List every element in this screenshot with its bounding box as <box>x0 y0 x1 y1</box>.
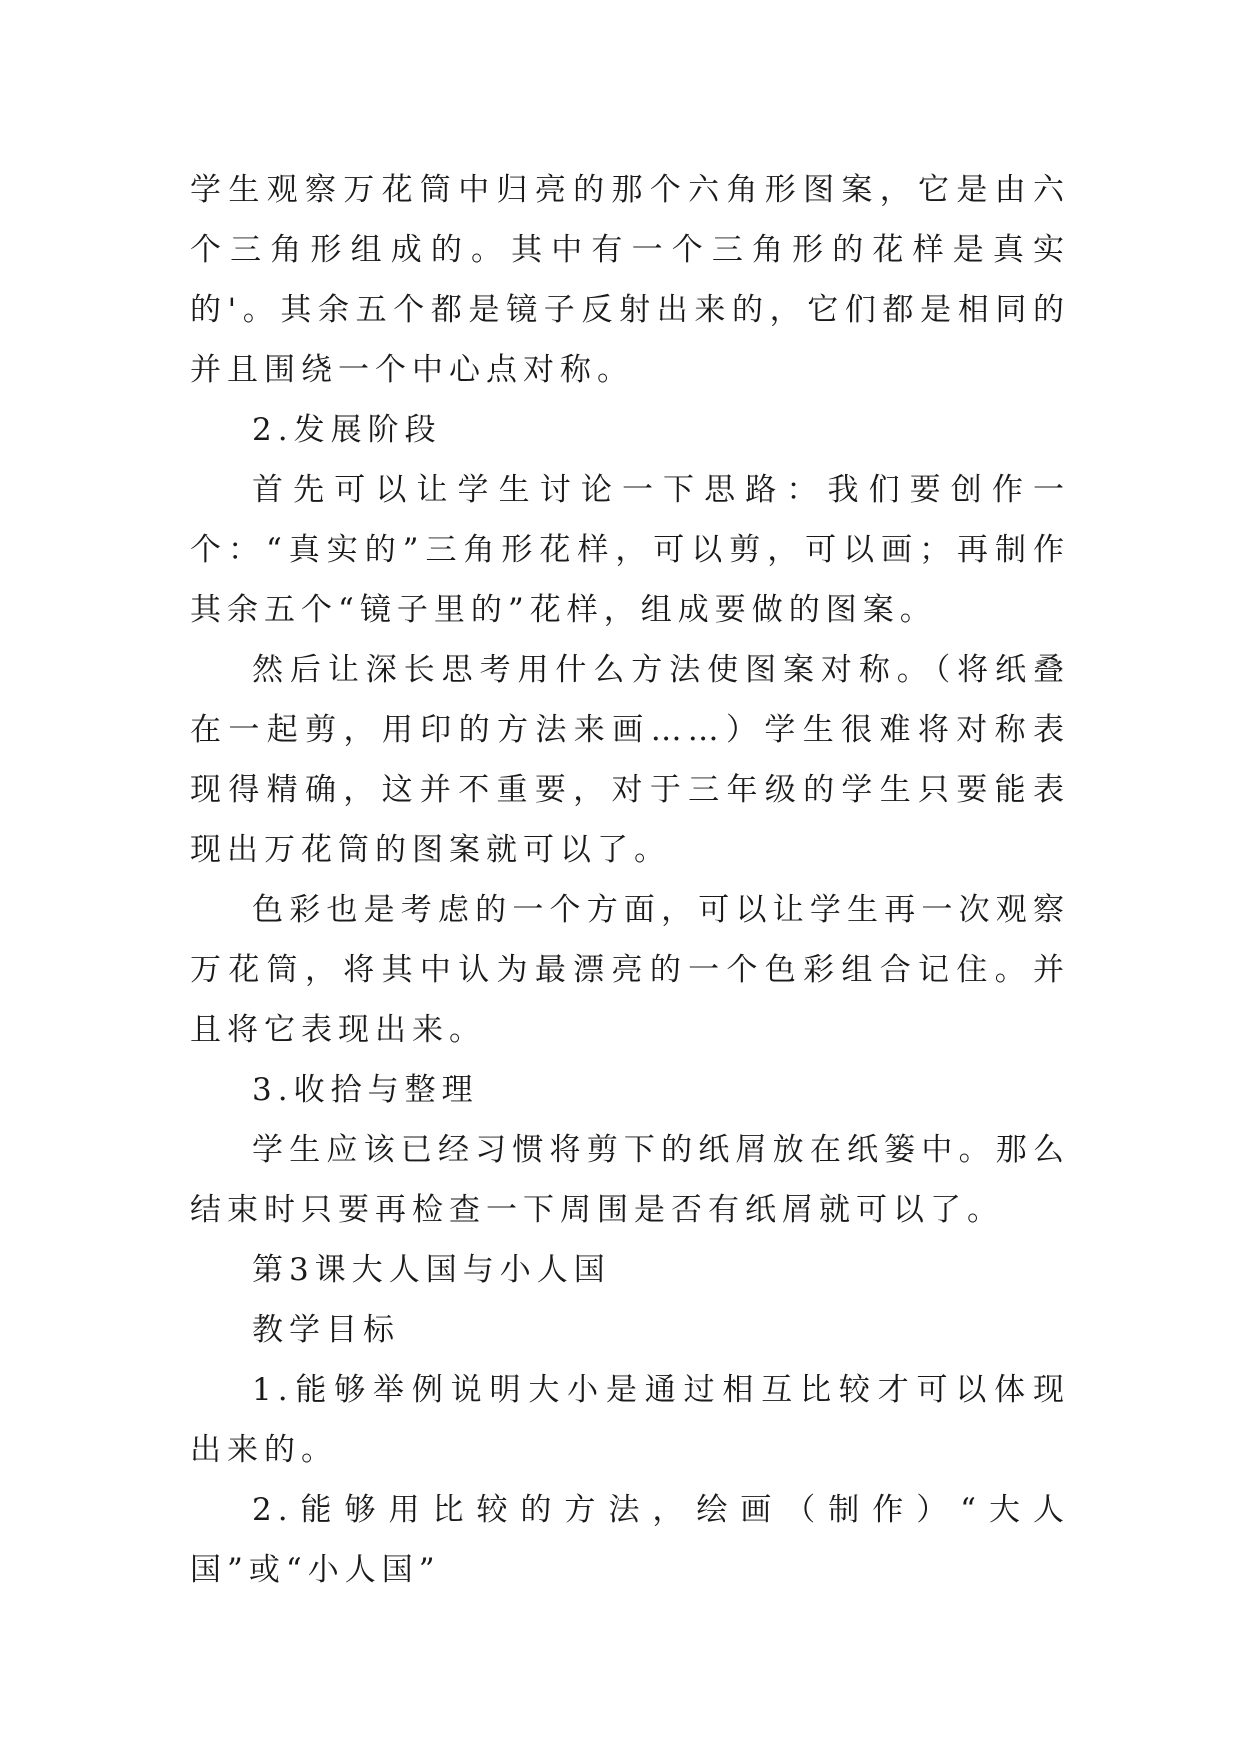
document-body <box>190 160 1070 1600</box>
paragraph-kaleidoscope-observation: 学生观察万花筒中归亮的那个六角形图案，它是由六个三角形组成的。其中有一个三角形的花样是真实的'。其余五个都是镜子反射出来的，它们都是相同的并且围绕一个中心点对称。 <box>190 172 1070 388</box>
goal-item-1: 1.能够举例说明大小是通过相互比较才可以体现出来的。 <box>190 1372 1070 1468</box>
paragraph-color-consideration: 色彩也是考虑的一个方面，可以让学生再一次观察万花筒，将其中认为最漂亮的一个色彩组合记住。并且将它表现出来。 <box>190 892 1070 1048</box>
lesson-title: 第3课大人国与小人国 <box>252 1252 611 1288</box>
heading-cleanup: 3.收拾与整理 <box>252 1072 479 1108</box>
goal-item-2: 2.能够用比较的方法，绘画（制作）“大人国”或“小人国” <box>190 1492 1070 1588</box>
heading-development-stage: 2.发展阶段 <box>252 412 442 448</box>
paragraph-symmetry-method: 然后让深长思考用什么方法使图案对称。（将纸叠在一起剪，用印的方法来画……）学生很难将对称表现得精确，这并不重要，对于三年级的学生只要能表现出万花筒的图案就可以了。 <box>190 652 1070 868</box>
paragraph-discussion-ideas: 首先可以让学生讨论一下思路：我们要创作一个：“真实的”三角形花样，可以剪，可以画；再制作其余五个“镜子里的”花样，组成要做的图案。 <box>190 472 1070 628</box>
paragraph-cleanup-instructions: 学生应该已经习惯将剪下的纸屑放在纸篓中。那么结束时只要再检查一下周围是否有纸屑就可以了。 <box>190 1132 1070 1228</box>
heading-teaching-goals: 教学目标 <box>252 1312 400 1348</box>
